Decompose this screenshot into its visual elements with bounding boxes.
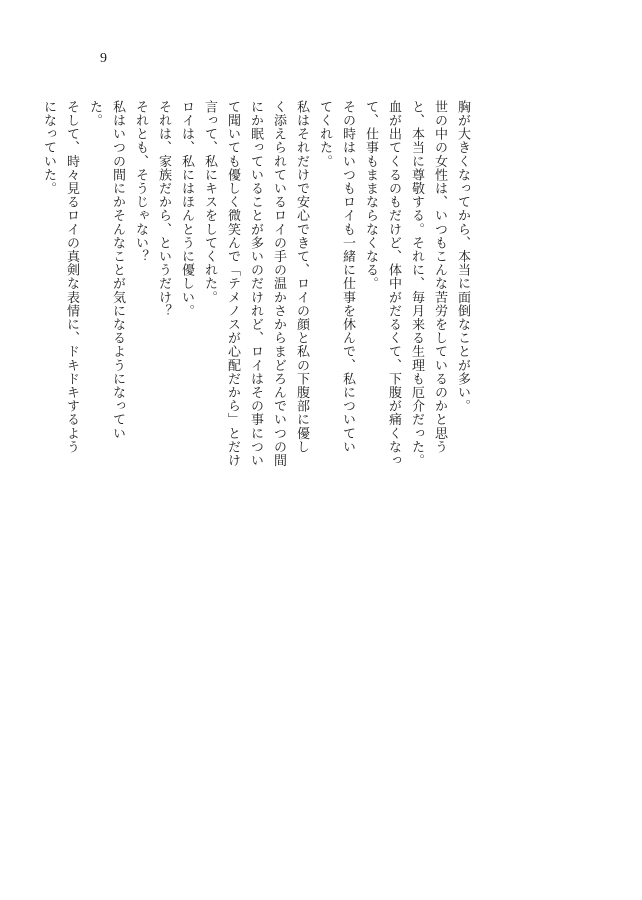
text-column: 世の中の女性は、いつもこんな苦労をしているのかと思う xyxy=(432,100,447,454)
text-column: ロイは、私にはほんとうに優しい。 xyxy=(179,100,194,318)
text-column: そして、時々見るロイの真剣な表情に、ドキドキするよう xyxy=(64,100,79,454)
vertical-text-block xyxy=(37,100,474,470)
text-column: 私はいつの間にかそんなことが気になるようになってい xyxy=(110,100,125,440)
text-column: て聞いても優しく微笑んで「テメノスが心配だから」とだけ xyxy=(225,100,240,468)
text-column: と、本当に尊敬する。それに、毎月来る生理も厄介だった。 xyxy=(409,100,424,468)
text-column: た。 xyxy=(87,100,102,128)
text-column: その時はいつもロイも一緒に仕事を休んで、私についてい xyxy=(340,100,355,454)
page-number: 9 xyxy=(100,51,107,66)
text-column: 言って、私にキスをしてくれた。 xyxy=(202,100,217,304)
text-column: 胸が大きくなってから、本当に面倒なことが多い。 xyxy=(455,100,470,413)
text-column: て、仕事もままならなくなる。 xyxy=(363,100,378,291)
text-column: 私はそれだけで安心できて、ロイの顔と私の下腹部に優し xyxy=(294,100,309,454)
text-column: く添えられているロイの手の温かさからまどろんでいつの間 xyxy=(271,100,286,468)
text-column: それは、家族だから、というだけ？ xyxy=(156,100,171,318)
text-column: てくれた。 xyxy=(317,100,332,168)
text-column: 血が出てくるのもだけど、体中がだるくて、下腹が痛くなっ xyxy=(386,100,401,468)
text-column: にか眠っていることが多いのだけれど、ロイはその事につい xyxy=(248,100,263,468)
text-column: になっていた。 xyxy=(41,100,56,196)
text-column: それとも、そうじゃない？ xyxy=(133,100,148,264)
